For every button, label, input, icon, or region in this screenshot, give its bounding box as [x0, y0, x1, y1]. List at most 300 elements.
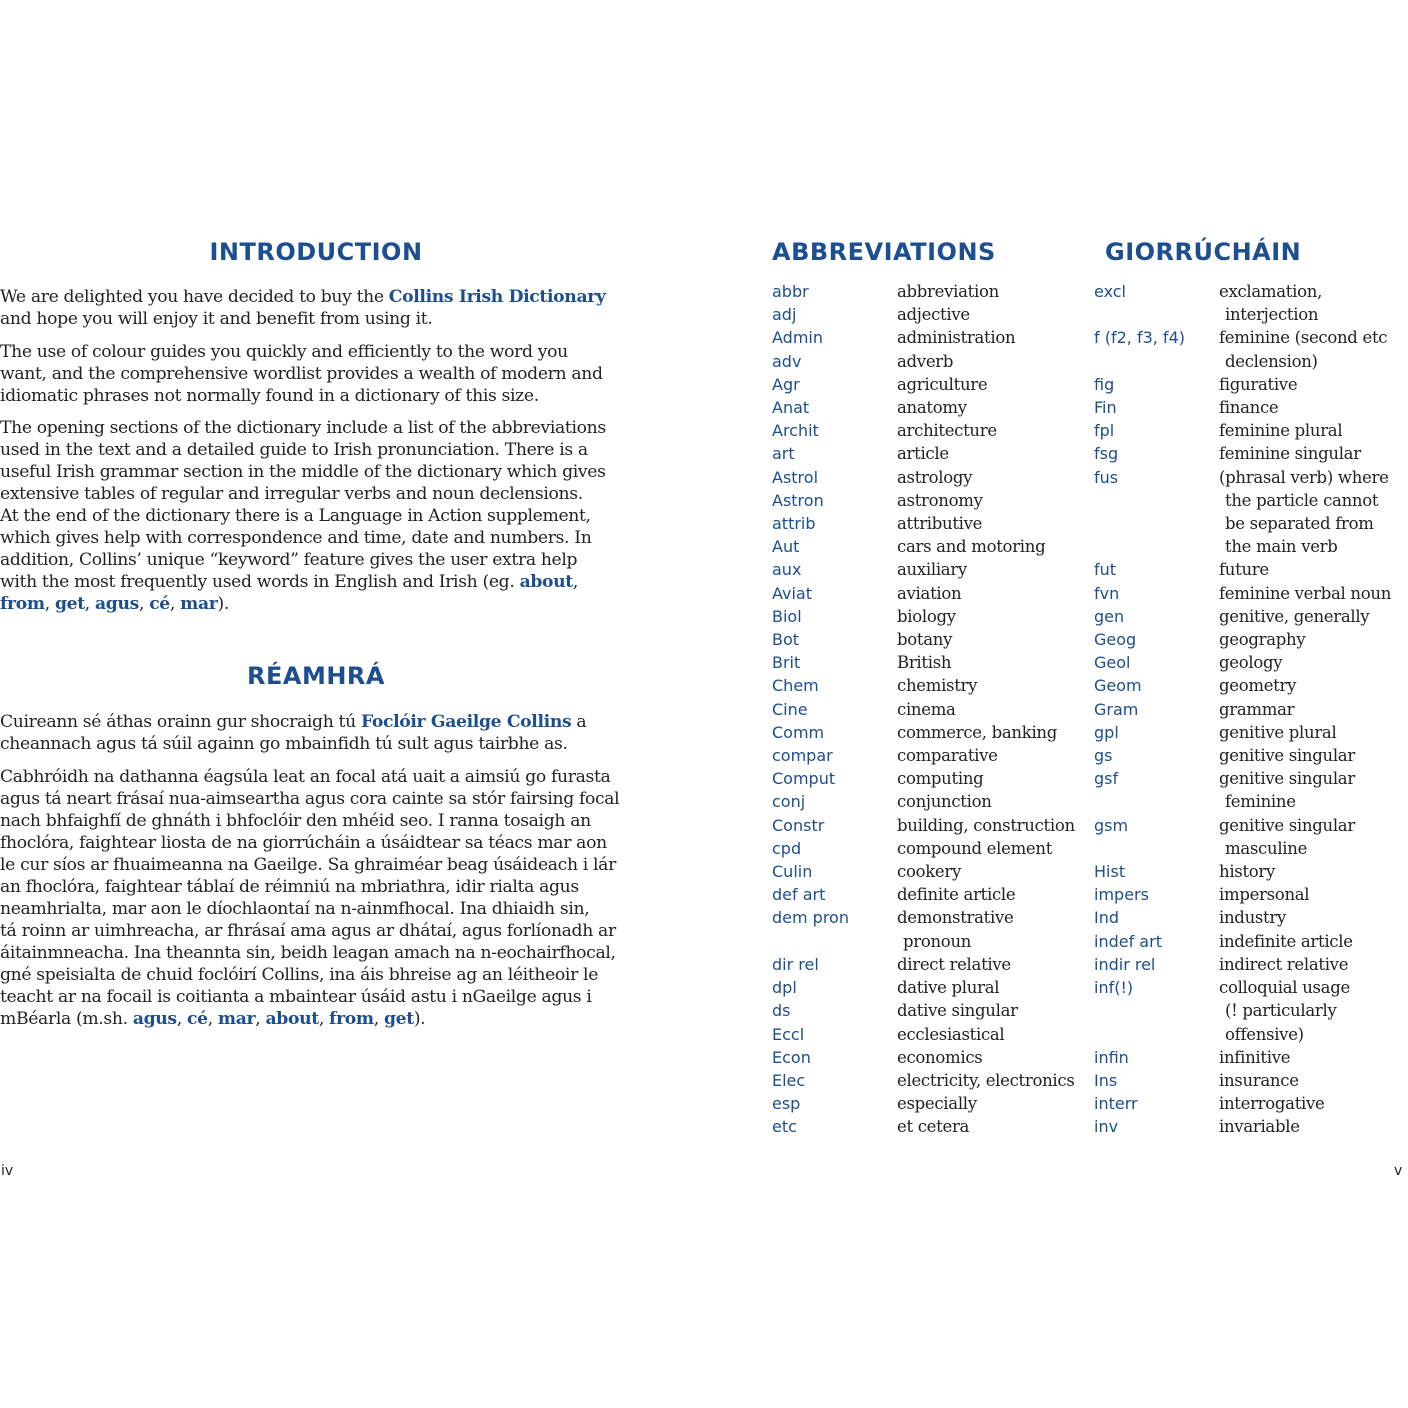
abbreviation-entry [1094, 744, 1406, 767]
abbreviation-entry [1094, 442, 1406, 465]
abbreviation-definition [1219, 883, 1406, 906]
text-line [0, 571, 636, 593]
definition-line: astrology [897, 467, 973, 487]
abbreviation-definition [897, 883, 1092, 906]
abbreviation-definition [1219, 767, 1406, 813]
abbreviation-definition [1219, 466, 1406, 559]
intro-paragraph-1 [0, 286, 636, 330]
abbreviation-entry [772, 628, 1092, 651]
abbreviation-definition [897, 442, 1092, 465]
abbreviation-term: inf(!) [1094, 978, 1134, 998]
abbreviation-term: art [772, 444, 795, 464]
definition-line: dative singular [897, 1001, 1018, 1021]
definition-line: colloquial usage [1219, 978, 1350, 998]
abbreviation-entry [1094, 651, 1406, 674]
definition-line: article [897, 444, 949, 464]
text-run: ). [217, 594, 229, 614]
text-line [0, 385, 636, 407]
abbreviation-term: Geog [1094, 630, 1137, 650]
abbreviation-definition [897, 582, 1092, 605]
abbreviation-term: Archit [772, 421, 819, 441]
abbreviation-term: ds [772, 1001, 791, 1021]
abbreviation-entry [1094, 605, 1406, 628]
text-run: , [572, 572, 579, 592]
abbreviation-entry [1094, 1069, 1406, 1092]
abbreviation-term: Constr [772, 815, 825, 835]
definition-line: electricity, electronics [897, 1070, 1075, 1090]
text-run: mBéarla (m.sh. [0, 1009, 133, 1029]
abbreviation-definition [897, 558, 1092, 581]
text-run: tá roinn ar uimhreacha, ar fhrásaí ama agus ar dhátaí, agus forlíonadh ar [0, 921, 616, 941]
abbreviation-entry [772, 396, 1092, 419]
text-run: Cabhróidh na dathanna éagsúla leat an focal atá uait a aimsiú go furasta [0, 767, 611, 787]
abbreviation-definition [897, 767, 1092, 790]
abbreviation-definition [897, 721, 1092, 744]
text-run: idiomatic phrases not normally found in a dictionary of this size. [0, 386, 539, 406]
abbreviation-definition [897, 1115, 1092, 1138]
abbreviation-definition [1219, 326, 1406, 372]
abbreviation-term: dpl [772, 978, 797, 998]
abbreviation-definition [1219, 1069, 1406, 1092]
definition-line: computing [897, 769, 984, 789]
abbreviation-definition [897, 512, 1092, 535]
text-line [0, 505, 636, 527]
text-run: áitainmneacha. Ina theannta sin, beidh leagan amach na n-eochairfhocal, [0, 943, 616, 963]
text-run: The use of colour guides you quickly and efficiently to the word you [0, 342, 568, 362]
abbreviation-term: Elec [772, 1070, 806, 1090]
text-run: , [318, 1009, 330, 1029]
abbreviation-definition [897, 535, 1092, 558]
text-run: a [571, 712, 587, 732]
abbreviation-definition [897, 674, 1092, 697]
definition-line: commerce, banking [897, 722, 1058, 742]
keyword: agus [95, 594, 139, 614]
keyword: about [265, 1009, 319, 1029]
abbreviation-entry [1094, 1046, 1406, 1069]
abbreviation-term: Geol [1094, 653, 1131, 673]
definition-line: demonstrative [897, 908, 1014, 928]
definition-line: the particle cannot [1225, 490, 1379, 510]
abbreviation-definition [1219, 605, 1406, 628]
abbreviation-definition [897, 999, 1092, 1022]
abbreviation-entry [772, 326, 1092, 349]
abbreviation-entry [772, 1069, 1092, 1092]
abbreviation-term: gsm [1094, 815, 1129, 835]
text-line [0, 483, 636, 505]
page-number-left: iv [1, 1163, 14, 1179]
text-line [0, 733, 636, 755]
abbreviation-entry [1094, 582, 1406, 605]
text-run: Cuireann sé áthas orainn gur shocraigh tú [0, 712, 361, 732]
abbreviation-definition [1219, 1115, 1406, 1138]
definition-line: botany [897, 630, 953, 650]
abbreviation-term: Comput [772, 769, 836, 789]
abbreviation-entry [772, 767, 1092, 790]
abbreviation-term: Agr [772, 374, 800, 394]
text-run: , [176, 1009, 187, 1029]
keyword: mar [217, 1009, 256, 1029]
abbreviation-list-left [772, 280, 1092, 1139]
abbreviation-definition [897, 1046, 1092, 1069]
definition-line: the main verb [1225, 537, 1338, 557]
abbreviation-definition [1219, 744, 1406, 767]
abbreviation-term: dem pron [772, 908, 849, 928]
abbreviation-term: conj [772, 792, 806, 812]
abbreviation-definition [897, 953, 1092, 976]
abbreviation-term: fus [1094, 467, 1119, 487]
text-line [0, 308, 636, 330]
abbreviation-entry [772, 790, 1092, 813]
definition-line: feminine plural [1219, 421, 1343, 441]
abbreviation-entry [1094, 698, 1406, 721]
abbreviation-definition [897, 860, 1092, 883]
abbreviation-term: Astrol [772, 467, 819, 487]
abbreviation-entry [1094, 1115, 1406, 1138]
text-line [0, 341, 636, 363]
definition-line: be separated from [1225, 514, 1374, 534]
text-run: useful Irish grammar section in the middle of the dictionary which gives [0, 462, 606, 482]
abbreviation-definition [1219, 976, 1406, 1046]
abbreviation-definition [1219, 1046, 1406, 1069]
definition-line: administration [897, 328, 1016, 348]
definition-line: indefinite article [1219, 931, 1353, 951]
text-line [0, 788, 636, 810]
introduction-heading: INTRODUCTION [209, 238, 423, 266]
abbreviation-term: Hist [1094, 862, 1126, 882]
definition-line: genitive singular [1219, 815, 1355, 835]
text-line [0, 1008, 636, 1030]
abbreviation-entry [1094, 326, 1406, 372]
keyword: cé [149, 594, 170, 614]
abbreviation-definition [1219, 442, 1406, 465]
text-run: , [138, 594, 150, 614]
text-line [0, 711, 636, 733]
definition-line: chemistry [897, 676, 978, 696]
abbreviation-term: attrib [772, 514, 816, 534]
definition-line: conjunction [897, 792, 992, 812]
abbreviation-entry [1094, 953, 1406, 976]
text-run: want, and the comprehensive wordlist provides a wealth of modern and [0, 364, 603, 384]
abbreviation-term: infin [1094, 1047, 1129, 1067]
abbreviation-definition [1219, 860, 1406, 883]
abbreviation-definition [1219, 930, 1406, 953]
abbreviation-term: gpl [1094, 722, 1119, 742]
text-run: which gives help with correspondence and time, date and numbers. In [0, 528, 592, 548]
abbreviation-entry [1094, 767, 1406, 813]
abbreviation-term: gs [1094, 746, 1113, 766]
abbreviation-term: compar [772, 746, 833, 766]
abbreviation-term: Aut [772, 537, 800, 557]
abbreviation-term: gen [1094, 606, 1125, 626]
text-line [0, 549, 636, 571]
abbreviation-entry [772, 280, 1092, 303]
text-run: addition, Collins’ unique “keyword” feature gives the user extra help [0, 550, 578, 570]
abbreviation-definition [897, 814, 1092, 837]
definition-line: astronomy [897, 490, 983, 510]
abbreviation-term: Fin [1094, 398, 1117, 418]
abbreviation-definition [897, 1023, 1092, 1046]
definition-line: feminine (second etc [1219, 328, 1388, 348]
abbreviation-entry [1094, 721, 1406, 744]
abbreviation-term: dir rel [772, 954, 819, 974]
definition-line: invariable [1219, 1117, 1300, 1137]
abbreviation-term: Comm [772, 722, 825, 742]
text-run: an fhoclóra, faightear táblaí de réimniú na mbriathra, idir rialta agus [0, 877, 579, 897]
abbreviation-definition [897, 790, 1092, 813]
intro-paragraph-3 [0, 417, 636, 615]
text-line [0, 986, 636, 1008]
abbreviation-entry [772, 489, 1092, 512]
abbreviation-entry [772, 1023, 1092, 1046]
abbreviation-entry [772, 1115, 1092, 1138]
abbreviation-term: impers [1094, 885, 1149, 905]
keyword: Foclóir Gaeilge Collins [360, 712, 572, 732]
text-line [0, 810, 636, 832]
definition-line: genitive, generally [1219, 606, 1370, 626]
abbreviation-entry [772, 651, 1092, 674]
abbreviation-definition [897, 1092, 1092, 1115]
abbreviation-definition [1219, 280, 1406, 326]
abbreviation-entry [772, 373, 1092, 396]
definition-line: genitive plural [1219, 722, 1337, 742]
keyword: agus [132, 1009, 177, 1029]
definition-line: cars and motoring [897, 537, 1046, 557]
definition-line: insurance [1219, 1070, 1299, 1090]
abbreviation-entry [772, 860, 1092, 883]
keyword: mar [180, 594, 218, 614]
definition-line: geography [1219, 630, 1306, 650]
text-run: , [44, 594, 55, 614]
abbreviation-entry [772, 976, 1092, 999]
abbreviation-entry [772, 582, 1092, 605]
definition-line: offensive) [1225, 1024, 1304, 1044]
abbreviation-term: fig [1094, 374, 1115, 394]
abbreviation-definition [1219, 651, 1406, 674]
abbreviation-entry [772, 466, 1092, 489]
keyword: about [519, 572, 573, 592]
abbreviation-term: Chem [772, 676, 819, 696]
definition-line: geology [1219, 653, 1283, 673]
definition-line: British [897, 653, 952, 673]
text-run: fhoclóra, faightear liosta de na giorrúcháin a úsáidtear sa téacs mar aon [0, 833, 607, 853]
abbreviation-term: Bot [772, 630, 800, 650]
abbreviation-definition [1219, 396, 1406, 419]
abbreviation-entry [772, 999, 1092, 1022]
abbreviation-definition [897, 373, 1092, 396]
definition-line: cookery [897, 862, 961, 882]
abbreviation-definition [897, 651, 1092, 674]
text-run: The opening sections of the dictionary include a list of the abbreviations [0, 418, 606, 438]
abbreviation-term: Biol [772, 606, 802, 626]
abbreviation-entry [1094, 628, 1406, 651]
abbreviation-definition [897, 350, 1092, 373]
abbreviation-entry [772, 906, 1092, 952]
abbreviation-entry [1094, 814, 1406, 860]
abbreviation-definition [1219, 698, 1406, 721]
definition-line: definite article [897, 885, 1016, 905]
abbreviation-definition [1219, 721, 1406, 744]
definition-line: building, construction [897, 815, 1075, 835]
abbreviation-term: Econ [772, 1047, 811, 1067]
abbreviation-definition [897, 1069, 1092, 1092]
keyword: cé [186, 1009, 208, 1029]
abbreviation-entry [772, 883, 1092, 906]
abbreviation-definition [897, 698, 1092, 721]
definition-line: history [1219, 862, 1276, 882]
abbreviation-entry [772, 605, 1092, 628]
abbreviation-definition [897, 303, 1092, 326]
definition-line: attributive [897, 514, 983, 534]
definition-line: especially [897, 1094, 977, 1114]
definition-line: adjective [897, 305, 970, 325]
text-line [0, 876, 636, 898]
abbreviation-entry [772, 1046, 1092, 1069]
abbreviation-entry [1094, 1092, 1406, 1115]
text-run: , [169, 594, 181, 614]
keyword: from [329, 1009, 374, 1029]
abbreviation-definition [897, 976, 1092, 999]
text-line [0, 898, 636, 920]
abbreviation-definition [1219, 419, 1406, 442]
abbreviation-entry [1094, 558, 1406, 581]
reamhra-paragraph-1 [0, 711, 636, 755]
abbreviation-entry [772, 419, 1092, 442]
abbreviation-entry [1094, 930, 1406, 953]
text-run: nach bhfaighfí de ghnáth i bhfoclóir den mhéid seo. I ranna tosaigh an [0, 811, 591, 831]
definition-line: adverb [897, 351, 954, 371]
definition-line: abbreviation [897, 282, 999, 301]
abbreviation-term: indir rel [1094, 954, 1156, 974]
abbreviation-definition [1219, 1092, 1406, 1115]
text-line [0, 527, 636, 549]
abbreviation-definition [897, 419, 1092, 442]
abbreviation-definition [897, 605, 1092, 628]
text-run: , [373, 1009, 384, 1029]
abbreviation-entry [772, 744, 1092, 767]
text-line [0, 832, 636, 854]
abbreviation-term: etc [772, 1117, 797, 1137]
text-run: We are delighted you have decided to buy the [0, 287, 389, 307]
abbreviation-entry [1094, 883, 1406, 906]
abbreviation-entry [772, 442, 1092, 465]
abbreviation-entry [772, 350, 1092, 373]
definition-line: compound element [897, 838, 1053, 858]
abbreviation-term: adv [772, 351, 802, 371]
abbreviation-entry [772, 953, 1092, 976]
definition-line: exclamation, [1219, 282, 1323, 301]
abbreviation-definition [897, 906, 1092, 952]
definition-line: comparative [897, 746, 998, 766]
abbreviation-definition [1219, 558, 1406, 581]
abbreviation-definition [897, 744, 1092, 767]
definition-line: geometry [1219, 676, 1297, 696]
text-run: teacht ar na focail is coitianta a mbaintear úsáid astu i nGaeilge agus i [0, 987, 592, 1007]
text-line [0, 417, 636, 439]
text-run: , [207, 1009, 218, 1029]
text-run: used in the text and a detailed guide to Irish pronunciation. There is a [0, 440, 588, 460]
text-run: ). [413, 1009, 426, 1029]
text-line [0, 439, 636, 461]
definition-line: direct relative [897, 954, 1011, 974]
definition-line: biology [897, 606, 956, 626]
text-run: neamhrialta, mar aon le díochlaontaí na n-ainmfhocal. Ina dhiaidh sin, [0, 899, 590, 919]
definition-line: indirect relative [1219, 954, 1349, 974]
definition-line: figurative [1219, 374, 1298, 394]
abbreviation-term: Ind [1094, 908, 1120, 928]
keyword: Collins Irish Dictionary [388, 287, 606, 307]
abbreviation-definition [897, 837, 1092, 860]
text-line [0, 286, 636, 308]
definition-line: ecclesiastical [897, 1024, 1005, 1044]
text-run: cheannach agus tá súil againn go mbainfidh tú sult agus tairbhe as. [0, 734, 568, 754]
abbreviation-definition [897, 396, 1092, 419]
definition-line: grammar [1219, 699, 1295, 719]
abbreviation-term: fsg [1094, 444, 1119, 464]
text-line [0, 766, 636, 788]
abbreviation-definition [1219, 906, 1406, 929]
text-run: agus tá neart frásaí nua-aimseartha agus cora cainte sa stór fairsing focal [0, 789, 620, 809]
abbreviation-term: f (f2, f3, f4) [1094, 328, 1185, 348]
abbreviation-entry [1094, 419, 1406, 442]
abbreviation-entry [772, 303, 1092, 326]
abbreviation-term: Geom [1094, 676, 1142, 696]
abbreviation-entry [1094, 373, 1406, 396]
reamhra-heading: RÉAMHRÁ [247, 662, 385, 690]
abbreviation-entry [1094, 906, 1406, 929]
abbreviation-term: Cine [772, 699, 808, 719]
text-run: extensive tables of regular and irregular verbs and noun declensions. [0, 484, 583, 504]
keyword: get [383, 1009, 414, 1029]
text-run: At the end of the dictionary there is a Language in Action supplement, [0, 506, 591, 526]
abbreviation-entry [1094, 466, 1406, 559]
definition-line: dative plural [897, 978, 1000, 998]
keyword: get [54, 594, 85, 614]
text-run: and hope you will enjoy it and benefit from using it. [0, 309, 433, 329]
text-run: , [255, 1009, 266, 1029]
abbreviation-entry [772, 721, 1092, 744]
definition-line: cinema [897, 699, 956, 719]
abbreviations-heading: ABBREVIATIONS [772, 238, 996, 266]
definition-line: genitive singular [1219, 746, 1355, 766]
definition-line: impersonal [1219, 885, 1310, 905]
abbreviation-term: interr [1094, 1094, 1138, 1114]
definition-line: interrogative [1219, 1094, 1325, 1114]
definition-line: future [1219, 560, 1269, 580]
definition-line: (phrasal verb) where [1219, 467, 1389, 487]
abbreviation-term: Astron [772, 490, 824, 510]
keyword: from [0, 594, 45, 614]
abbreviation-entry [1094, 280, 1406, 326]
abbreviation-entry [1094, 976, 1406, 1046]
reamhra-paragraph-2 [0, 766, 636, 1030]
abbreviation-term: indef art [1094, 931, 1162, 951]
abbreviation-term: adj [772, 305, 797, 325]
definition-line: et cetera [897, 1117, 970, 1137]
text-line [0, 854, 636, 876]
abbreviation-definition [897, 326, 1092, 349]
intro-paragraph-2 [0, 341, 636, 407]
definition-line: anatomy [897, 398, 967, 418]
text-line [0, 920, 636, 942]
abbreviation-term: def art [772, 885, 826, 905]
abbreviation-definition [1219, 628, 1406, 651]
definition-line: economics [897, 1047, 983, 1067]
abbreviation-definition [897, 489, 1092, 512]
abbreviation-definition [1219, 953, 1406, 976]
abbreviation-definition [1219, 373, 1406, 396]
abbreviation-entry [772, 674, 1092, 697]
page-number-right: v [1394, 1163, 1403, 1179]
